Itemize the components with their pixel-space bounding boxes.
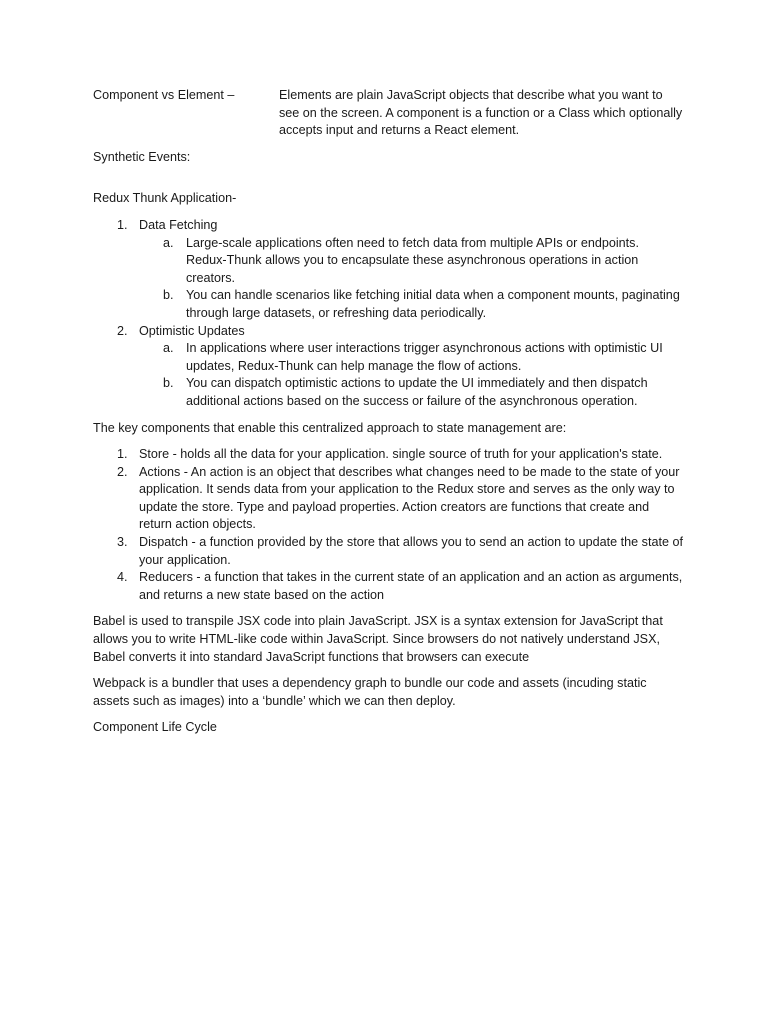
list-marker: 2. — [117, 323, 128, 338]
sub-list-item — [139, 287, 683, 322]
list-item-text: Store - holds all the data for your application. single source of truth for your application's state. — [139, 447, 663, 462]
key-components-intro: The key components that enable this centralized approach to state management are: — [93, 420, 567, 435]
list-item-text: Reducers - a function that takes in the current state of an application and an action as arguments, and returns a new state based on the action — [139, 570, 683, 602]
list-item — [93, 569, 683, 604]
component-vs-element-label: Component vs Element – — [93, 88, 235, 102]
sub-list-item — [139, 340, 683, 375]
sub-list-item — [139, 375, 683, 410]
list-marker: 1. — [117, 217, 128, 232]
sub-list-marker: b. — [163, 288, 174, 303]
list-item — [93, 323, 683, 411]
sub-list-marker: b. — [163, 376, 174, 391]
sub-list-text: Large-scale applications often need to fetch data from multiple APIs or endpoints. Redux-Thunk allows you to encapsulate these asynchronous operations in action creators. — [186, 235, 639, 285]
list-item — [93, 217, 683, 323]
sub-list-text: You can dispatch optimistic actions to update the UI immediately and then dispatch additional actions based on the success or failure of the asynchronous operation. — [186, 376, 648, 408]
sub-list-text: You can handle scenarios like fetching initial data when a component mounts, paginating through large datasets, or refreshing data periodically. — [186, 288, 680, 320]
list-marker: 3. — [117, 535, 128, 550]
list-marker: 2. — [117, 464, 128, 479]
sub-list-item — [139, 235, 683, 288]
list-item — [93, 446, 683, 464]
babel-paragraph: Babel is used to transpile JSX code into plain JavaScript. JSX is a syntax extension for JavaScript that allows you to write HTML-like code within JavaScript. Since browsers do not natively understand JSX, Babel converts it into standard JavaScript functions that browsers can execute — [93, 614, 663, 664]
redux-thunk-heading: Redux Thunk Application- — [93, 191, 237, 206]
list-item-title: Optimistic Updates — [139, 323, 245, 338]
redux-thunk-list — [93, 217, 683, 411]
document-page — [93, 87, 683, 746]
component-vs-element-row — [93, 87, 683, 140]
sub-list-text: In applications where user interactions trigger asynchronous actions with optimistic UI updates, Redux-Thunk can help manage the flow of actions. — [186, 341, 663, 373]
list-marker: 1. — [117, 447, 128, 462]
component-life-cycle-heading: Component Life Cycle — [93, 720, 217, 735]
list-item-text: Dispatch - a function provided by the store that allows you to send an action to update the state of your application. — [139, 535, 683, 567]
list-marker: 4. — [117, 570, 128, 585]
sub-list — [139, 340, 683, 410]
list-item — [93, 534, 683, 569]
list-item-text: Actions - An action is an object that describes what changes need to be made to the state of your application. It sends data from your application to the Redux store and serves as the only way to update the store. Type and payload properties. Action creators are functions that create and return action objects. — [139, 464, 680, 532]
webpack-paragraph: Webpack is a bundler that uses a dependency graph to bundle our code and assets (incuding static assets such as images) into a ‘bundle’ which we can then deploy. — [93, 676, 647, 708]
sub-list-marker: a. — [163, 235, 174, 250]
sub-list — [139, 235, 683, 323]
synthetic-events-heading: Synthetic Events: — [93, 149, 191, 164]
component-vs-element-definition: Elements are plain JavaScript objects that describe what you want to see on the screen. A component is a function or a Class which optionally accepts input and returns a React element. — [279, 88, 683, 138]
key-components-list — [93, 446, 683, 604]
list-item-title: Data Fetching — [139, 217, 218, 232]
list-item — [93, 464, 683, 534]
sub-list-marker: a. — [163, 341, 174, 356]
